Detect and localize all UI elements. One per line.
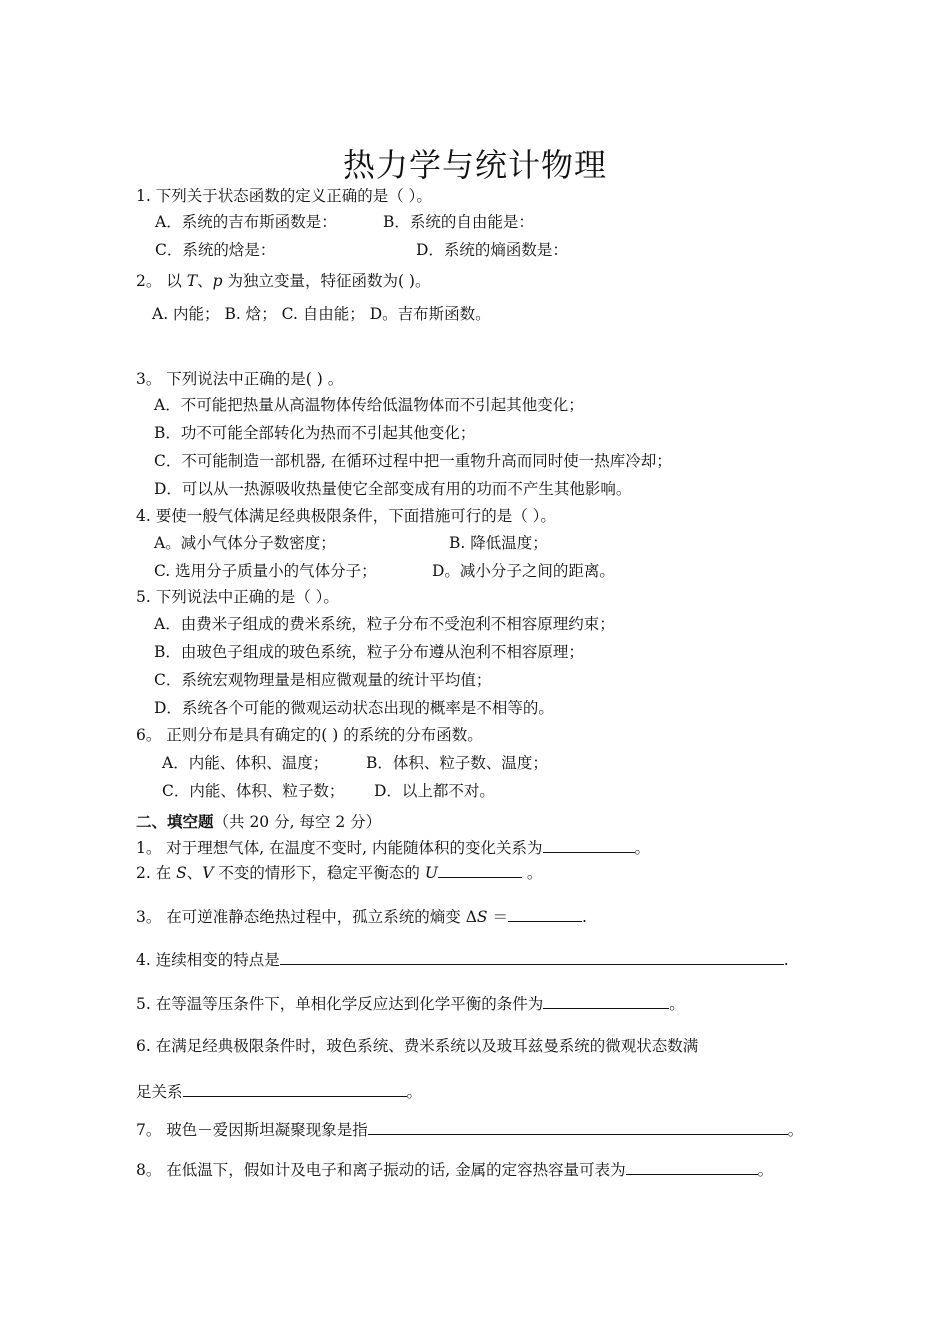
q2-stem xyxy=(136,271,430,291)
fill-4 xyxy=(136,948,789,970)
q3-option-a: A．不可能把热量从高温物体传给低温物体而不引起其他变化； xyxy=(154,396,584,414)
fill-4-text: 4. 连续相变的特点是 xyxy=(136,951,280,969)
q1-option-a: A．系统的吉布斯函数是： xyxy=(155,213,337,231)
fill-2-mid: 不变的情形下，稳定平衡态的 xyxy=(213,864,425,882)
q1-option-d: D．系统的熵函数是： xyxy=(416,241,568,259)
q3-option-d: D．可以从一热源吸收热量使它全部变成有用的功而不产生其他影响。 xyxy=(154,480,632,498)
fill-5-text: 5. 在等温等压条件下，单相化学反应达到化学平衡的条件为 xyxy=(136,995,544,1013)
fill-1-text: 1。 对于理想气体, 在温度不变时, 内能随体积的变化关系为 xyxy=(136,839,543,857)
q2-separator: 、 xyxy=(197,272,213,290)
fill-6-line2 xyxy=(136,1080,422,1102)
fill-8-end: 。 xyxy=(757,1161,774,1179)
section2-note: （共 20 分, 每空 2 分） xyxy=(213,813,382,831)
q3-option-c: C．不可能制造一部机器, 在循环过程中把一重物升高而同时使一热库冷却； xyxy=(154,452,672,470)
fill-2 xyxy=(136,861,542,883)
fill-1 xyxy=(136,836,650,858)
fill-5-blank[interactable] xyxy=(543,992,669,1009)
q3-option-b: B．功不可能全部转化为热而不引起其他变化； xyxy=(154,424,476,442)
fill-3 xyxy=(136,905,587,927)
q5-option-b: B．由玻色子组成的玻色系统，粒子分布遵从泡利不相容原理； xyxy=(154,643,584,661)
q2-rest: 为独立变量，特征函数为( )。 xyxy=(222,272,431,290)
section2-header xyxy=(136,812,381,832)
fill-8-text: 8。 在低温下，假如计及电子和离子振动的话, 金属的定容热容量可表为 xyxy=(136,1161,626,1179)
fill-1-blank[interactable] xyxy=(543,836,635,853)
q6-option-d: D．以上都不对。 xyxy=(374,782,495,800)
fill-1-end: 。 xyxy=(634,839,651,857)
fill-8-blank[interactable] xyxy=(626,1158,758,1175)
fill-3-text: 3。 在可逆准静态绝热过程中，孤立系统的熵变 Δ xyxy=(136,908,477,926)
q1-stem: 1. 下列关于状态函数的定义正确的是（ ）。 xyxy=(136,187,432,205)
q6-option-c: C．内能、体积、粒子数； xyxy=(162,782,345,800)
fill-3-var-s: S xyxy=(476,908,488,926)
fill-5 xyxy=(136,992,685,1014)
q3-stem: 3。 下列说法中正确的是( ) 。 xyxy=(136,370,344,388)
q5-stem: 5. 下列说法中正确的是（ ）。 xyxy=(136,588,339,606)
fill-4-blank[interactable] xyxy=(280,948,784,965)
fill-2-end: 。 xyxy=(521,864,543,882)
fill-4-end: . xyxy=(783,951,789,969)
q1-option-c: C．系统的焓是： xyxy=(155,241,276,259)
q1-option-b: B．系统的自由能是： xyxy=(383,213,534,231)
q4-stem: 4. 要使一般气体满足经典极限条件，下面措施可行的是（ ）。 xyxy=(136,507,556,525)
fill-3-blank[interactable] xyxy=(508,905,582,922)
q2-var-p: p xyxy=(212,272,223,290)
fill-5-end: 。 xyxy=(669,995,685,1013)
fill-7-text: 7。 玻色－爱因斯坦凝聚现象是指 xyxy=(136,1121,368,1139)
fill-6-blank[interactable] xyxy=(183,1080,407,1097)
q5-option-d: D．系统各个可能的微观运动状态出现的概率是不相等的。 xyxy=(154,699,554,717)
fill-3-eq: ＝ xyxy=(487,908,508,926)
fill-6-line1: 6. 在满足经典极限条件时，玻色系统、费米系统以及玻耳兹曼系统的微观状态数满 xyxy=(136,1037,699,1055)
fill-7-end: 。 xyxy=(787,1121,804,1139)
section2-heading: 二、填空题 xyxy=(136,812,214,831)
fill-2-pre: 2. 在 xyxy=(136,864,177,882)
q2-options: A. 内能； B. 焓； C. 自由能； D。吉布斯函数。 xyxy=(152,305,491,323)
fill-8 xyxy=(136,1158,773,1180)
fill-6-end: 。 xyxy=(406,1083,423,1101)
q2-var-t: T xyxy=(186,272,198,290)
q4-option-c: C. 选用分子质量小的气体分子； xyxy=(154,562,377,580)
q5-option-c: C．系统宏观物理量是相应微观量的统计平均值； xyxy=(154,671,492,689)
fill-2-blank[interactable] xyxy=(438,861,522,878)
q6-stem: 6。 正则分布是具有确定的( ) 的系统的分布函数。 xyxy=(136,726,483,744)
page-title: 热力学与统计物理 xyxy=(342,146,607,184)
q4-option-d: D。减小分子之间的距离。 xyxy=(432,562,615,580)
fill-2-var-u: U xyxy=(424,864,438,882)
fill-7-blank[interactable] xyxy=(368,1118,788,1135)
fill-7 xyxy=(136,1118,803,1140)
q5-option-a: A．由费米子组成的费米系统，粒子分布不受泡利不相容原理约束； xyxy=(154,615,615,633)
fill-2-var-v: V xyxy=(202,864,214,882)
q6-option-a: A．内能、体积、温度； xyxy=(162,754,329,772)
fill-2-var-s: S xyxy=(176,864,187,882)
fill-3-end: . xyxy=(581,908,587,926)
q2-number: 2。 以 xyxy=(136,272,187,290)
fill-2-separator: 、 xyxy=(186,864,203,882)
q6-option-b: B．体积、粒子数、温度； xyxy=(366,754,548,772)
fill-6-text: 足关系 xyxy=(136,1083,183,1101)
q4-option-b: B. 降低温度； xyxy=(449,534,548,552)
q4-option-a: A。减小气体分子数密度； xyxy=(154,534,336,552)
